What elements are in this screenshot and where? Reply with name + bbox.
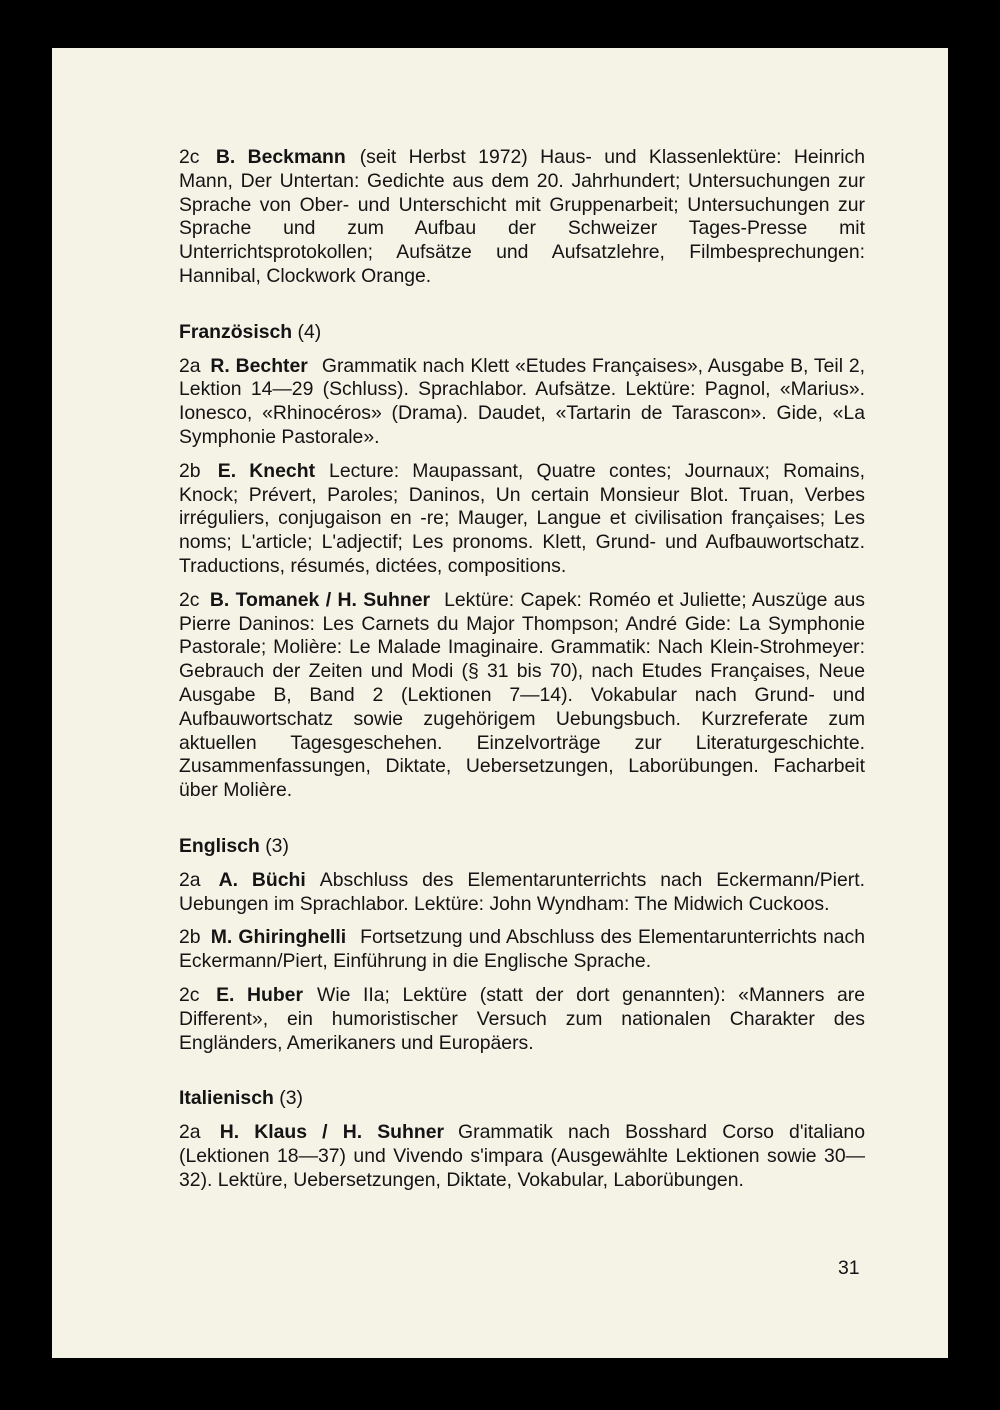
class-code: 2a xyxy=(179,1121,201,1144)
course-entry-franzoesisch-2a xyxy=(179,355,865,450)
course-description: Abschluss des Elementarunterrichts nach Eckermann/Piert. Uebungen im Sprachlabor. Lektüre: John Wyndham: The Midwich Cuckoos. xyxy=(179,868,865,915)
document-page xyxy=(52,48,948,1358)
section-heading-italienisch xyxy=(179,1087,865,1111)
course-description: Wie IIa; Lektüre (statt der dort genannten): «Manners are Different», ein humoristischer Versuch zum nationalen Charakter des Engländers, Amerikaners und Europäers. xyxy=(179,983,865,1054)
course-description: Lektüre: Capek: Roméo et Juliette; Auszüge aus Pierre Daninos: Les Carnets du Major Thompson; André Gide: La Symphonie Pastorale; Molière: Le Malade Imaginaire. Grammatik: Nach Klein-Strohmeyer: Gebrauch der Zeiten und Modi (§ 31 bis 70), nach Etudes Françaises, Neue Ausgabe B, Band 2 (Lektionen 7—14). Vokabular nach Grund- und Aufbauwortschatz sowie zugehörigem Uebungsbuch. Kurzreferate zum aktuellen Tagesgeschehen. Einzelvorträge zur Literaturgeschichte. Zusammenfassungen, Diktate, Uebersetzungen, Laborübungen. Facharbeit über Molière. xyxy=(179,588,866,802)
class-code: 2c xyxy=(179,983,200,1006)
page-content xyxy=(179,146,865,1192)
class-code: 2b xyxy=(179,926,201,949)
class-code: 2b xyxy=(179,459,201,482)
course-entry-englisch-2c xyxy=(179,984,865,1055)
teacher-name: B. Beckmann xyxy=(215,146,346,168)
course-entry-franzoesisch-2b xyxy=(179,460,865,579)
teacher-name: M. Ghiringhelli xyxy=(210,926,347,949)
teacher-name: E. Huber xyxy=(216,983,304,1006)
teacher-name: B. Tomanek / H. Suhner xyxy=(209,588,431,611)
section-heading-franzoesisch xyxy=(179,321,865,345)
section-heading-englisch xyxy=(179,835,865,859)
course-description: Fortsetzung und Abschluss des Elementarunterrichts nach Eckermann/Piert, Einführung in die Englische Sprache. xyxy=(179,926,866,973)
subject-name: Englisch xyxy=(179,834,260,857)
course-description: Lecture: Maupassant, Quatre contes; Journaux; Romains, Knock; Prévert, Paroles; Daninos, Un certain Monsieur Blot. Truan, Verbes irréguliers, conjugaison en -re; Mauger, Langue et civilisation françaises; Les noms; L'article; L'adjectif; Les pronoms. Klett, Grund- und Aufbauwortschatz. Traductions, résumés, dictées, compositions. xyxy=(179,459,865,577)
class-code: 2c xyxy=(179,146,200,168)
course-description: Grammatik nach Bosshard Corso d'italiano (Lektionen 18—37) und Vivendo s'impara (Ausgewählte Lektionen sowie 30—32). Lektüre, Uebersetzungen, Diktate, Vokabular, Laborübungen. xyxy=(179,1121,865,1191)
subject-name: Italienisch xyxy=(179,1087,274,1110)
class-code: 2a xyxy=(179,354,201,377)
class-code: 2c xyxy=(179,588,200,611)
course-entry-englisch-2b xyxy=(179,926,865,974)
subject-hours: (3) xyxy=(279,1087,303,1110)
subject-hours: (4) xyxy=(297,320,322,343)
course-entry-italienisch-2a xyxy=(179,1121,865,1192)
course-description: (seit Herbst 1972) Haus- und Klassenlektüre: Heinrich Mann, Der Untertan: Gedichte aus dem 20. Jahrhundert; Untersuchungen zur Sprache von Ober- und Unterschicht mit Gruppenarbeit; Untersuchungen zur Sprache und zum Aufbau der Schweizer Tages-Presse mit Unterrichtsprotokollen; Aufsätze und Aufsatzlehre, Filmbesprechungen: Hannibal, Clockwork Orange. xyxy=(179,146,865,287)
class-code: 2a xyxy=(179,868,201,891)
course-entry-deutsch-2c xyxy=(179,146,865,289)
teacher-name: A. Büchi xyxy=(218,868,306,891)
page-number: 31 xyxy=(838,1257,860,1279)
teacher-name: E. Knecht xyxy=(217,459,316,482)
teacher-name: R. Bechter xyxy=(210,354,308,377)
subject-name: Französisch xyxy=(179,320,293,343)
course-description: Grammatik nach Klett «Etudes Françaises», Ausgabe B, Teil 2, Lektion 14—29 (Schluss). Sprachlabor. Aufsätze. Lektüre: Pagnol, «Marius». Ionesco, «Rhinocéros» (Drama). Daudet, «Tartarin de Tarascon». Gide, «La Symphonie Pastorale». xyxy=(179,354,866,448)
teacher-name: H. Klaus / H. Suhner xyxy=(219,1121,445,1144)
course-entry-franzoesisch-2c xyxy=(179,589,865,803)
subject-hours: (3) xyxy=(265,834,289,857)
course-entry-englisch-2a xyxy=(179,869,865,917)
